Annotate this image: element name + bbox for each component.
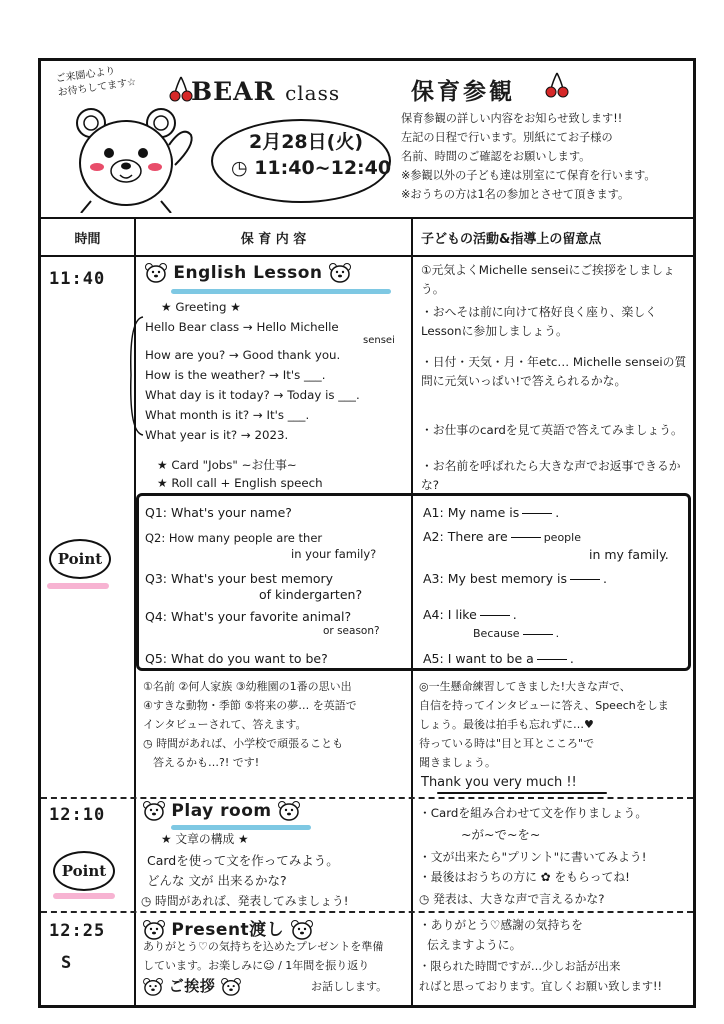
clock-icon: ◷ (231, 157, 255, 179)
time-range-mark: S (61, 953, 73, 973)
play-subheading: ★ 文章の構成 ★ (161, 832, 249, 846)
play-note: ・Cardを組み合わせて文を作りましょう。 (419, 806, 648, 820)
question: Q2: How many people are ther (145, 531, 323, 545)
header-activities: 子どもの活動&指導上の留意点 (413, 219, 693, 257)
answer: A4: I like . (423, 607, 517, 622)
question: Q3: What's your best memory (145, 571, 334, 586)
bear-face-icon (143, 920, 165, 940)
bear-face-icon (143, 801, 165, 821)
play-room-title: Play room (143, 801, 300, 821)
note-line: 左記の日程で行います。別紙にてお子様の (401, 131, 613, 144)
present-line: ありがとう♡の気持ちを込めたプレゼントを準備 (143, 940, 384, 953)
play-line: Cardを使って文を作ってみよう。 (147, 853, 339, 868)
time-1210: 12:10 (49, 805, 106, 825)
class-suffix: class (285, 81, 341, 105)
play-note: ~が~で~を~ (461, 827, 541, 842)
speech-note: 自信を持ってインタビューに答え、Speechをしま (419, 699, 669, 712)
present-line: しています。お楽しみに☺ / 1年間を振り返り (143, 959, 370, 972)
play-line: どんな 文が 出来るかな? (147, 873, 287, 888)
present-note: ・ありがとう♡感謝の気持ちを (419, 918, 583, 932)
header-notes (401, 109, 691, 204)
sensei-label: sensei (363, 335, 395, 346)
activity-note: ①元気よくMichelle senseiにご挨拶をしましょう。 (421, 263, 675, 296)
cherry-icon (169, 75, 193, 103)
time-1225: 12:25 (49, 921, 106, 941)
thanks-underline (437, 792, 607, 794)
play-note: ・文が出来たら"プリント"に書いてみよう! (419, 850, 647, 864)
question: Q5: What do you want to be? (145, 651, 328, 666)
note-line: 名前、時間のご確認をお願いします。 (401, 150, 591, 163)
bear-mascot-icon (71, 105, 201, 213)
answer: A1: My name is . (423, 505, 560, 520)
lesson-line: How are you? → Good thank you. (145, 348, 341, 362)
activity-note: ・おへそは前に向けて格好良く座り、楽しくLessonに参加しましょう。 (421, 305, 657, 338)
question: Q1: What's your name? (145, 505, 292, 520)
class-title (191, 77, 340, 106)
activity-note: ・お名前を呼ばれたら大きな声でお返事できるかな? (421, 459, 681, 492)
speech-line: 答えるかも…?! です! (153, 756, 260, 769)
answer-cont: in my family. (589, 547, 669, 562)
thank-you-text: Thank you very much !! (421, 775, 577, 790)
cherry-icon (545, 71, 569, 99)
lesson-line: What day is it today? → Today is ___. (145, 388, 360, 402)
qa-divider (411, 496, 413, 668)
header-content: 保 育 内 容 (136, 219, 411, 257)
play-note: ◷ 発表は、大きな声で言えるかな? (419, 892, 605, 906)
speech-line: ①名前 ②何人家族 ③幼稚園の1番の思い出 (143, 680, 352, 693)
answer: A3: My best memory is . (423, 571, 608, 586)
greeting-title: ご挨拶 (143, 975, 241, 996)
present-title: Present渡し (143, 915, 313, 940)
note-line: ※おうちの方は1名の参加とさせて頂きます。 (401, 188, 630, 201)
english-lesson-title: English Lesson (145, 263, 351, 283)
speech-line: ④すきな動物・季節 ⑤将来の夢… を英語で (143, 699, 357, 712)
activity-note: ・お仕事のcardを見て英語で答えてみましょう。 (421, 423, 683, 437)
speech-line: インタビューされて、答えます。 (143, 718, 307, 731)
note-line: ※参観以外の子ども達は別室にて保育を行います。 (401, 169, 656, 182)
point-badge: Point (53, 851, 115, 891)
answer: A5: I want to be a . (423, 651, 574, 666)
event-title: 保育参観 (411, 79, 515, 105)
time-1140: 11:40 (49, 269, 106, 289)
observation-sheet (38, 58, 696, 1008)
bear-face-icon (143, 978, 163, 996)
answer: A2: There are people (423, 529, 581, 544)
title-underline (171, 289, 391, 294)
point-highlight (47, 583, 109, 589)
point-badge: Point (49, 539, 111, 579)
play-line: ◷ 時間があれば、発表してみましょう! (141, 894, 349, 908)
speech-note: 聞きましょう。 (419, 756, 496, 769)
point-highlight (53, 893, 115, 899)
class-name: BEAR (191, 77, 276, 106)
present-note: ・限られた時間ですが…少しお話が出来 (419, 960, 621, 973)
present-note: ればと思っております。宜しくお願い致します!! (419, 980, 663, 993)
greeting-heading: ★ Greeting ★ (161, 300, 241, 314)
event-time-range: ◷ 11:40~12:40 (231, 157, 392, 179)
speech-note: ◎一生懸命練習してきました!大きな声で、 (419, 680, 631, 693)
header-time: 時間 (41, 219, 134, 257)
speech-note: しょう。最後は拍手も忘れずに…♥ (419, 718, 594, 731)
speech-note: 待っている時は"目と耳とこころ"で (419, 737, 595, 750)
bracket-icon (125, 315, 145, 437)
question: Q4: What's your favorite animal? (145, 609, 352, 624)
header (41, 61, 693, 219)
note-line: 保育参観の詳しい内容をお知らせ致します!! (401, 112, 623, 125)
activity-note: ・日付・天気・月・年etc… Michelle senseiの質問に元気いっぱい!で答えられるかな。 (421, 355, 687, 388)
bear-face-icon (278, 801, 300, 821)
welcome-text: ご来園心より お待ちしてます☆ (55, 65, 137, 99)
bear-face-icon (221, 978, 241, 996)
bear-face-icon (329, 263, 351, 283)
speech-line: ◷ 時間があれば、小学校で頑張ることも (143, 737, 344, 750)
event-date: 2月28日(火) (248, 131, 364, 153)
lesson-line: Hello Bear class → Hello Michelle (145, 320, 339, 334)
lesson-footer: ★ Roll call + English speech (157, 476, 323, 490)
title-underline (171, 825, 311, 830)
question-cont: or season? (323, 625, 380, 637)
bear-face-icon (145, 263, 167, 283)
bear-face-icon (291, 920, 313, 940)
section-divider (41, 797, 693, 799)
question-cont: of kindergarten? (259, 587, 363, 602)
lesson-line: What month is it? → It's ___. (145, 408, 310, 422)
lesson-footer: ★ Card "Jobs" ~お仕事~ (157, 458, 297, 472)
answer: Because . (473, 627, 560, 640)
present-note: 伝えますように。 (427, 938, 522, 952)
question-cont: in your family? (291, 547, 377, 561)
lesson-line: How is the weather? → It's ___. (145, 368, 326, 382)
present-line: お話しします。 (311, 980, 388, 993)
play-note: ・最後はおうちの方に ✿ をもらってね! (419, 870, 630, 884)
lesson-line: What year is it? → 2023. (145, 428, 289, 442)
section-divider (41, 911, 693, 913)
